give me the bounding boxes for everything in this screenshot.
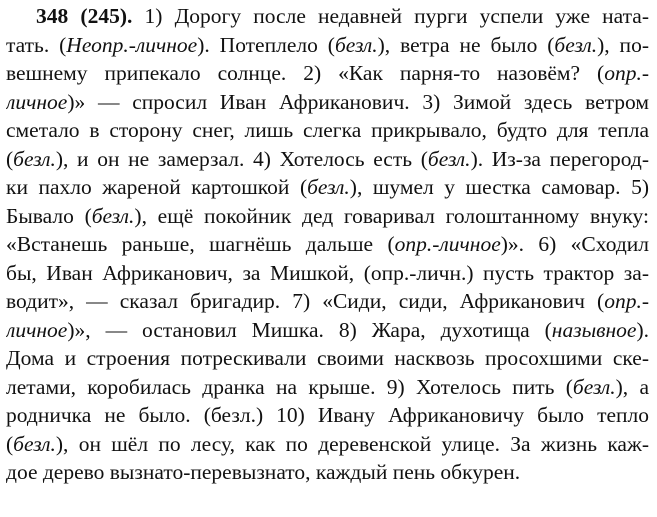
sentence-text: ), он шёл по лесу, как по деревенской улице. За жизнь каж-: [55, 431, 649, 456]
sentence-text: ), и он не замерзал. 4) Хотелось есть (: [55, 146, 428, 171]
text-line: [6, 202, 649, 230]
annotation-text: безл.: [334, 32, 378, 57]
sentence-text: (: [6, 146, 14, 171]
annotation-text: безл.: [427, 146, 471, 171]
text-line: [6, 344, 649, 372]
sentence-text: сметало в сторону снег, лишь слегка прикрывало, будто для тепла: [6, 118, 649, 142]
annotation-text: личное: [6, 317, 68, 342]
sentence-text: )» — спросил Иван Африканович. 3) Зимой здесь ветром: [67, 89, 649, 114]
sentence-text: Дома и строения потрескивали своими насквозь просохшими ске-: [6, 346, 649, 370]
sentence-text: бы, Иван Африканович, за Мишкой, (опр.-личн.) пусть трактор за-: [6, 260, 649, 285]
annotation-text: безл.: [91, 203, 135, 228]
sentence-text: ), ветра не было (: [377, 32, 555, 57]
text-line: [6, 430, 649, 458]
annotation-text: Неопр.-личное: [66, 32, 198, 57]
sentence-text: «Встанешь раньше, шагнёшь дальше (: [6, 232, 395, 256]
annotation-text: назывное: [551, 317, 637, 342]
sentence-text: летами, коробилась дранка на крыше. 9) Хотелось пить (: [6, 374, 573, 399]
annotation-text: опр.-: [604, 289, 649, 313]
text-line: [36, 2, 649, 30]
sentence-text: ), ещё покойник дед говаривал голоштанному внуку:: [134, 203, 649, 228]
annotation-text: личное: [6, 89, 68, 114]
text-line: [6, 88, 649, 116]
text-line: [6, 373, 649, 401]
annotation-text: безл.: [307, 175, 350, 199]
sentence-text: ). Из-за перегород-: [470, 146, 649, 171]
text-line: [6, 401, 649, 429]
text-line: [6, 31, 649, 59]
annotation-text: безл.: [554, 32, 598, 57]
sentence-text: родничка не было. (безл.) 10) Ивану Африкановичу было тепло: [6, 403, 649, 427]
sentence-text: вешнему припекало солнце. 2) «Как парня-то назовём? (: [6, 61, 605, 85]
sentence-text: ), по-: [597, 32, 649, 57]
text-line: [6, 59, 649, 87]
text-line: [6, 116, 649, 144]
sentence-text: )», — остановил Мишка. 8) Жара, духотища (: [67, 317, 552, 342]
annotation-text: безл.: [572, 374, 616, 399]
text-line: [6, 259, 649, 287]
text-line: [6, 173, 649, 201]
sentence-text: Бывало (: [6, 203, 92, 228]
sentence-text: ), а: [615, 374, 649, 399]
sentence-text: ки пахло жареной картошкой (: [6, 175, 308, 199]
sentence-text: ). Потеплело (: [197, 32, 335, 57]
sentence-text: (: [6, 431, 14, 456]
sentence-text: 1) Дорогу после недавней пурги успели уже ната-: [132, 4, 649, 28]
annotation-text: опр.-: [604, 61, 649, 85]
exercise-number: 348 (245).: [36, 4, 133, 28]
annotation-text: безл.: [13, 146, 56, 171]
text-line: [6, 145, 649, 173]
text-line: [6, 287, 649, 315]
sentence-text: )». 6) «Сходил: [500, 232, 649, 256]
sentence-text: ).: [636, 317, 649, 342]
annotation-text: безл.: [13, 431, 56, 456]
sentence-text: водит», — сказал бригадир. 7) «Сиди, сиди, Африканович (: [6, 289, 605, 313]
text-line: [6, 230, 649, 258]
text-line: [6, 316, 649, 344]
annotation-text: опр.-личное: [394, 232, 501, 256]
sentence-text: тать. (: [6, 32, 67, 57]
sentence-text: дое дерево вызнато-перевызнато, каждый пень обкурен.: [6, 460, 521, 484]
sentence-text: ), шумел у шестка самовар. 5): [349, 175, 649, 199]
text-line: [6, 458, 649, 486]
